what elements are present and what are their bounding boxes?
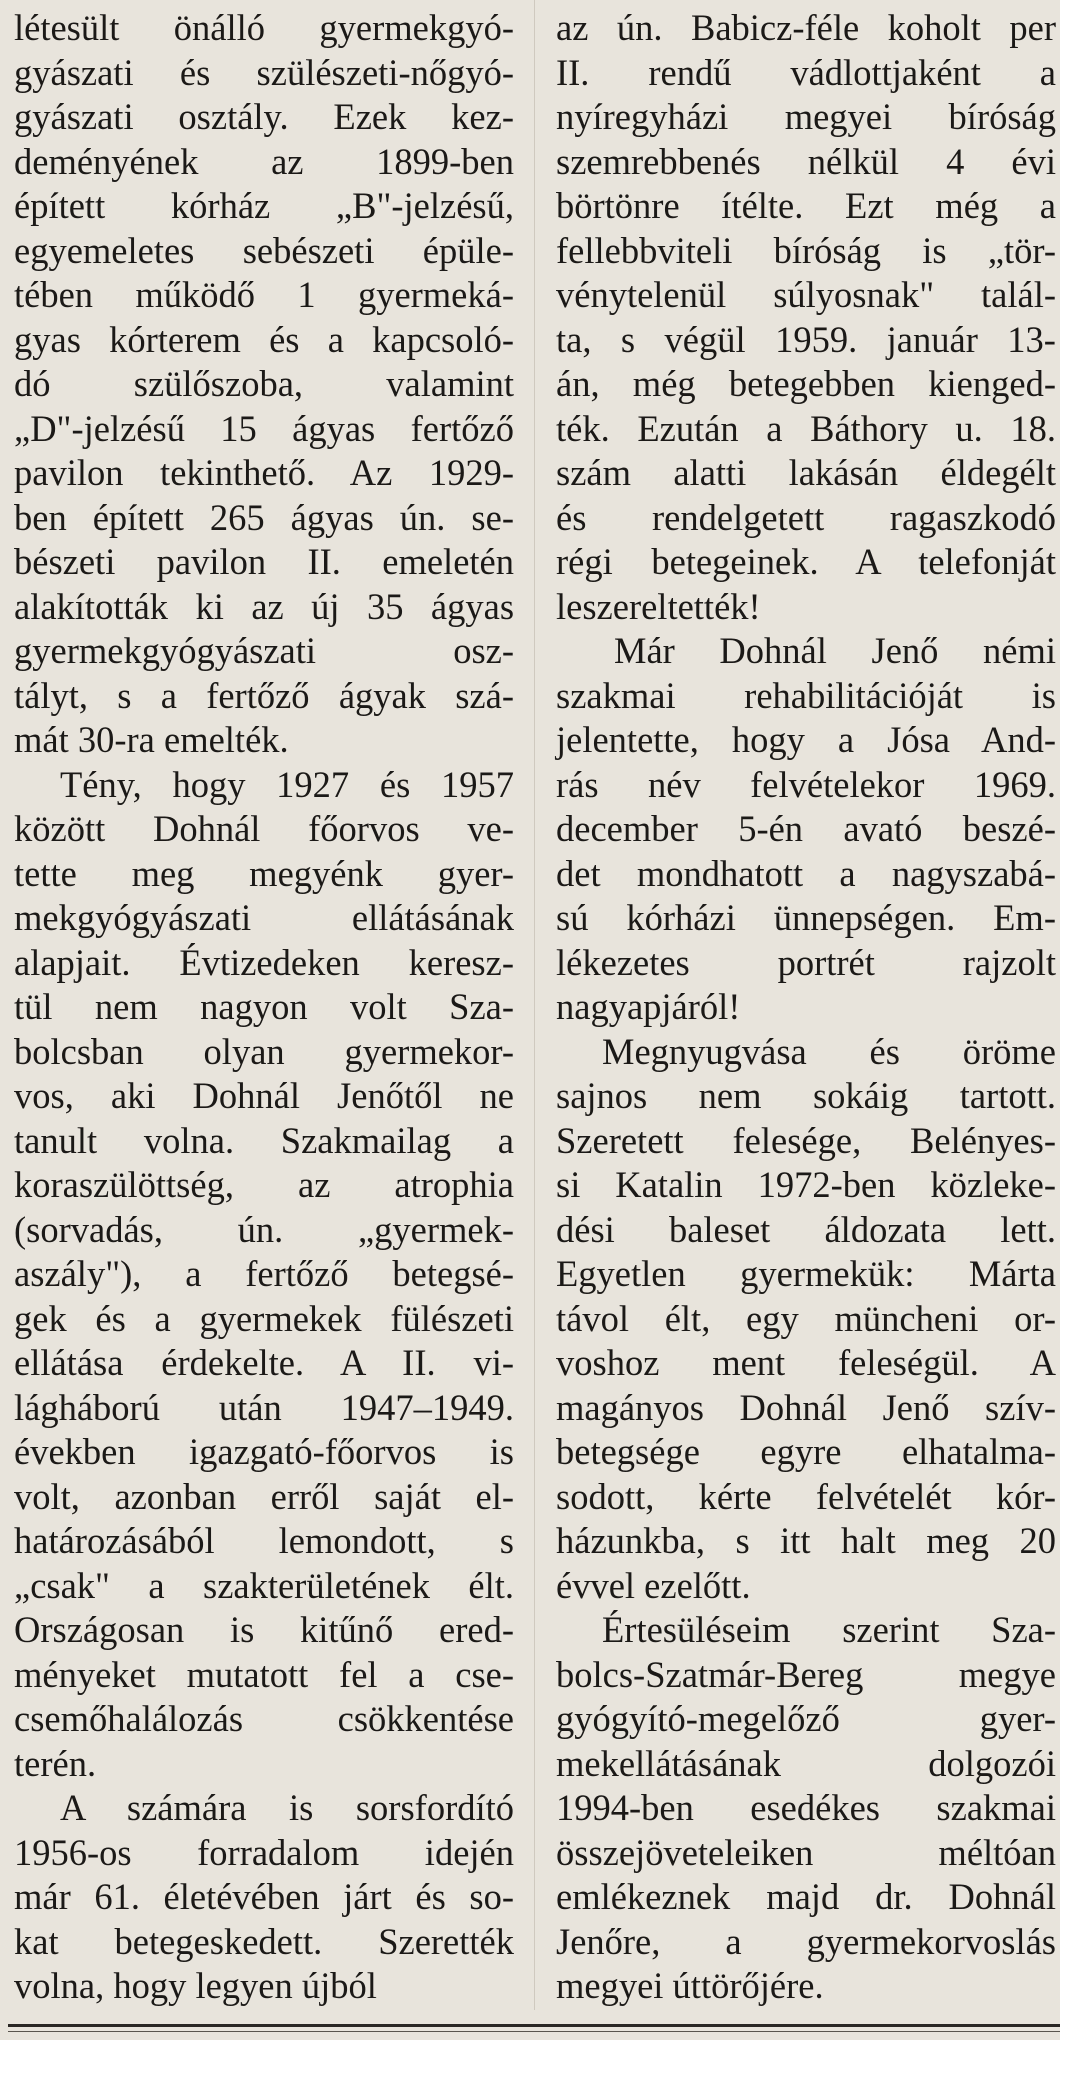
text-line: aszály"), a fertőző betegsé-	[14, 1253, 515, 1294]
text-line: sú kórházi ünnepségen. Em-	[556, 897, 1056, 938]
text-line: 1956-os forradalom idején	[14, 1831, 514, 1873]
text-line: bészeti pavilon II. emeletén	[14, 541, 514, 582]
text-line: vos, aki Dohnál Jenőtől ne	[14, 1075, 514, 1116]
text-line: betegsége egyre elhatalma-	[556, 1431, 1056, 1472]
text-line: lágháború után 1947–1949.	[14, 1386, 514, 1428]
text-line: magányos Dohnál Jenő szív-	[556, 1386, 1056, 1428]
text-line: egyemeletes sebészeti épüle-	[14, 229, 514, 271]
text-line: bolcsban olyan gyermekor-	[14, 1030, 514, 1072]
text-line: Egyetlen gyermekük: Márta	[556, 1253, 1057, 1294]
text-line: távol élt, egy müncheni or-	[556, 1297, 1056, 1339]
text-line: az ún. Babicz-féle koholt per	[556, 7, 1057, 48]
column-gutter	[534, 0, 535, 2010]
text-line: lékezetes portrét rajzolt	[556, 941, 1056, 983]
text-line: mekgyógyászati ellátásának	[14, 897, 514, 938]
text-line: fellebbviteli bíróság is „tör-	[556, 229, 1056, 271]
bottom-rule-thin	[8, 2031, 1060, 2032]
text-line: ményeket mutatott fel a cse-	[14, 1653, 515, 1695]
text-line: (sorvadás, ún. „gyermek-	[14, 1208, 515, 1250]
text-line: rás név felvételekor 1969.	[556, 763, 1057, 805]
text-line: volt, azonban erről saját el-	[14, 1475, 515, 1517]
text-line: Országosan is kitűnő ered-	[14, 1609, 514, 1650]
text-line: között Dohnál főorvos ve-	[14, 808, 514, 849]
text-line: nagyapjáról!	[556, 986, 741, 1027]
text-line: det mondhatott a nagyszabá-	[556, 852, 1057, 894]
text-line: bolcs-Szatmár-Bereg megye	[556, 1653, 1056, 1695]
text-line: dó szülőszoba, valamint	[14, 363, 515, 404]
text-line: Jenőre, a gyermekorvoslás	[556, 1920, 1057, 1962]
text-line: határozásából lemondott, s	[14, 1520, 514, 1561]
text-line: deményének az 1899-ben	[14, 140, 514, 182]
text-line: gyermekgyógyászati osz-	[14, 630, 514, 671]
article-column-left	[14, 6, 514, 2009]
text-line: december 5-én avató beszé-	[556, 808, 1056, 849]
text-line: gyászati osztály. Ezek kez-	[14, 96, 514, 137]
text-line: ben épített 265 ágyas ún. se-	[14, 496, 514, 538]
text-line: ta, s végül 1959. január 13-	[556, 318, 1056, 360]
text-line: épített kórház „B"-jelzésű,	[14, 185, 514, 226]
text-line: mekellátásának dolgozói	[556, 1742, 1056, 1784]
text-line: már 61. életévében járt és so-	[14, 1876, 514, 1917]
text-line: évvel ezelőtt.	[556, 1564, 751, 1606]
text-line: gek és a gyermekek fülészeti	[14, 1297, 514, 1339]
text-line: létesült önálló gyermekgyó-	[14, 7, 514, 48]
text-line: házunkba, s itt halt meg 20	[556, 1520, 1057, 1561]
text-line: án, még betegebben kienged-	[556, 363, 1056, 404]
paragraph-start-line: Értesüléseim szerint Sza-	[602, 1609, 1057, 1650]
text-line: gyas kórterem és a kapcsoló-	[14, 318, 515, 360]
text-line: emlékeznek majd dr. Dohnál	[556, 1876, 1057, 1917]
text-line: sajnos nem sokáig tartott.	[556, 1075, 1056, 1116]
paragraph-start-line: A számára is sorsfordító	[60, 1787, 515, 1828]
text-line: és rendelgetett ragaszkodó	[556, 496, 1056, 538]
text-line: kat betegeskedett. Szerették	[14, 1920, 514, 1962]
text-line: megyei úttörőjére.	[556, 1965, 824, 2006]
text-line: szám alatti lakásán éldegélt	[556, 452, 1056, 493]
text-line: dési baleset áldozata lett.	[556, 1208, 1056, 1250]
text-line: csemőhalálozás csökkentése	[14, 1698, 514, 1739]
text-line: terén.	[14, 1742, 97, 1784]
bottom-rule	[8, 2024, 1060, 2027]
text-line: tályt, s a fertőző ágyak szá-	[14, 674, 514, 716]
text-line: tében működő 1 gyermeká-	[14, 274, 514, 315]
text-line: „D"-jelzésű 15 ágyas fertőző	[14, 407, 514, 449]
text-line: 1994-ben esedékes szakmai	[556, 1787, 1057, 1828]
text-line: tanult volna. Szakmailag a	[14, 1119, 514, 1161]
text-line: jelentette, hogy a Jósa And-	[556, 719, 1057, 760]
text-line: leszereltették!	[556, 585, 761, 627]
text-line: börtönre ítélte. Ezt még a	[556, 185, 1056, 226]
text-line: koraszülöttség, az atrophia	[14, 1164, 515, 1205]
text-line: tül nem nagyon volt Sza-	[14, 986, 515, 1027]
text-line: mát 30-ra emelték.	[14, 719, 289, 760]
text-line: szakmai rehabilitációját is	[556, 674, 1056, 716]
paragraph-start-line: Megnyugvása és öröme	[602, 1030, 1056, 1072]
text-line: vénytelenül súlyosnak" talál-	[556, 274, 1057, 315]
text-line: Szeretett felesége, Belényes-	[556, 1119, 1056, 1161]
text-line: szemrebbenés nélkül 4 évi	[556, 140, 1057, 182]
paragraph-start-line: Tény, hogy 1927 és 1957	[60, 763, 515, 805]
text-line: években igazgató-főorvos is	[14, 1431, 514, 1472]
text-line: gyógyító-megelőző gyer-	[556, 1698, 1056, 1739]
text-line: összejöveteleiken méltóan	[556, 1831, 1057, 1873]
text-line: tette meg megyénk gyer-	[14, 852, 515, 894]
text-line: volna, hogy legyen újból	[14, 1965, 377, 2006]
text-line: ellátása érdekelte. A II. vi-	[14, 1342, 514, 1383]
text-line: pavilon tekinthető. Az 1929-	[14, 452, 514, 493]
text-line: nyíregyházi megyei bíróság	[556, 96, 1057, 137]
text-line: ték. Ezután a Báthory u. 18.	[556, 407, 1056, 449]
text-line: sodott, kérte felvételét kór-	[556, 1475, 1056, 1517]
text-line: régi betegeinek. A telefonját	[556, 541, 1057, 582]
text-line: gyászati és szülészeti-nőgyó-	[14, 51, 515, 93]
paragraph-start-line: Már Dohnál Jenő némi	[614, 630, 1056, 671]
text-line: si Katalin 1972-ben közleke-	[556, 1164, 1056, 1205]
text-line: „csak" a szakterületének élt.	[14, 1564, 514, 1606]
text-line: II. rendű vádlottjaként a	[556, 51, 1057, 93]
article-column-right	[556, 6, 1056, 2009]
text-line: voshoz ment feleségül. A	[556, 1342, 1056, 1383]
text-line: alakították ki az új 35 ágyas	[14, 585, 515, 627]
text-line: alapjait. Évtizedeken keresz-	[14, 941, 514, 983]
